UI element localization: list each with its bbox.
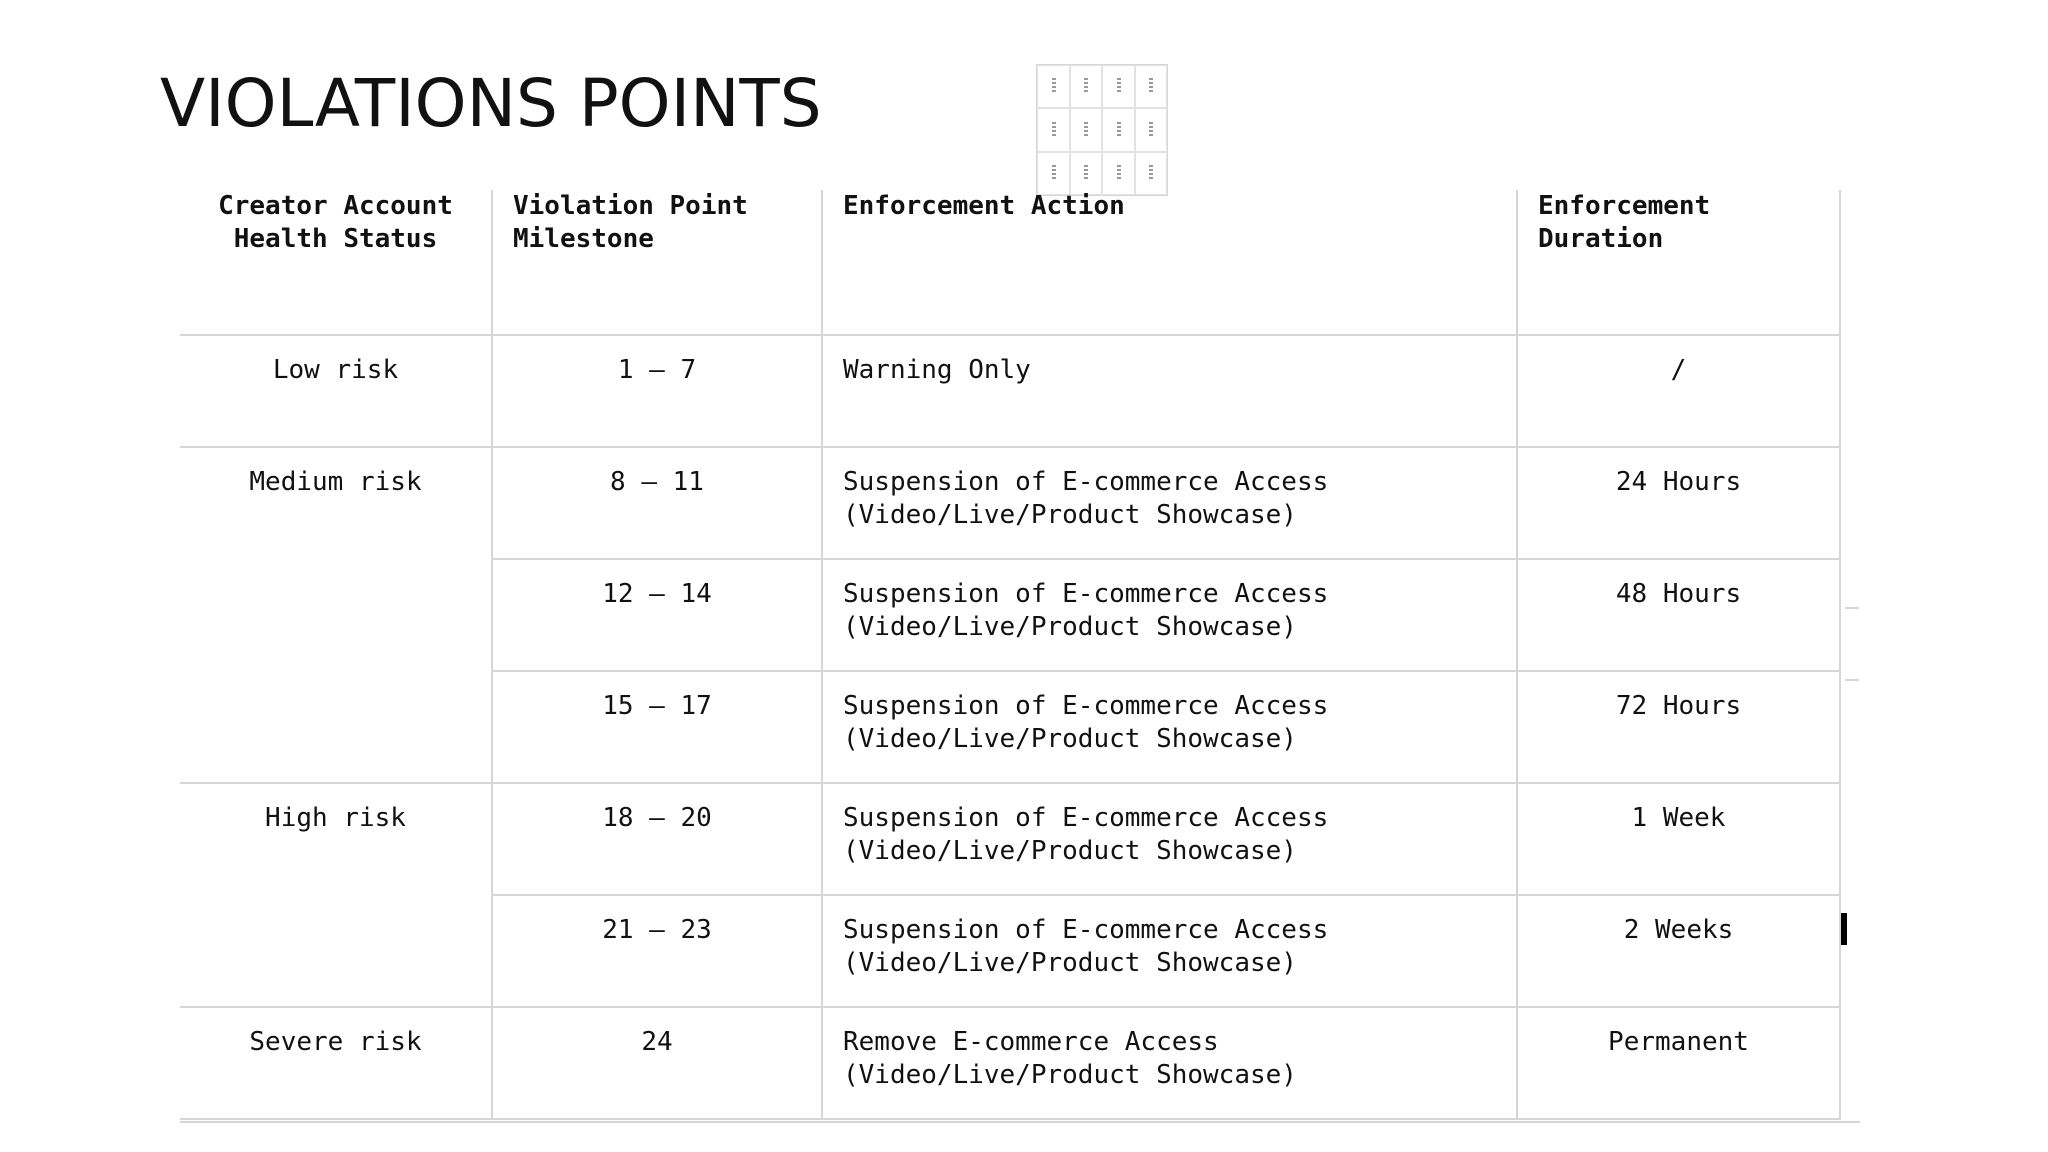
action-cell: Suspension of E-commerce Access (Video/Live/Product Showcase) — [822, 895, 1517, 1007]
header-account-health-status: Creator Account Health Status — [180, 190, 492, 335]
table-row — [180, 335, 1840, 447]
slide-title: VIOLATIONS POINTS — [160, 65, 822, 142]
violations-table — [180, 190, 1841, 1120]
thumbnail-cell — [1037, 65, 1070, 108]
milestone-cell: 18 – 20 — [492, 783, 822, 895]
action-cell: Suspension of E-commerce Access (Video/Live/Product Showcase) — [822, 671, 1517, 783]
table-edge-divider — [1845, 607, 1859, 681]
table-row — [180, 783, 1840, 895]
duration-cell: 1 Week — [1517, 783, 1840, 895]
thumbnail-cell — [1070, 152, 1103, 195]
header-enforcement-action: Enforcement Action — [822, 190, 1517, 335]
duration-cell: 72 Hours — [1517, 671, 1840, 783]
violations-table-container — [180, 190, 1840, 1120]
thumbnail-cell — [1070, 65, 1103, 108]
milestone-cell: 21 – 23 — [492, 895, 822, 1007]
status-cell: Low risk — [180, 335, 492, 447]
header-enforcement-duration: Enforcement Duration — [1517, 190, 1840, 335]
table-header-row — [180, 190, 1840, 335]
text-cursor-mark — [1841, 913, 1847, 945]
thumbnail-grid-icon — [1036, 64, 1168, 196]
thumbnail-cell — [1037, 152, 1070, 195]
duration-cell: Permanent — [1517, 1007, 1840, 1119]
milestone-cell: 15 – 17 — [492, 671, 822, 783]
table-row — [180, 1007, 1840, 1119]
thumbnail-cell — [1102, 152, 1135, 195]
table-bottom-divider — [180, 1121, 1860, 1123]
milestone-cell: 8 – 11 — [492, 447, 822, 559]
table-row — [180, 447, 1840, 559]
milestone-cell: 24 — [492, 1007, 822, 1119]
thumbnail-cell — [1135, 152, 1168, 195]
duration-cell: 24 Hours — [1517, 447, 1840, 559]
thumbnail-cell — [1135, 65, 1168, 108]
header-violation-point-milestone: Violation Point Milestone — [492, 190, 822, 335]
thumbnail-cell — [1102, 108, 1135, 151]
action-cell: Warning Only — [822, 335, 1517, 447]
action-cell: Suspension of E-commerce Access (Video/Live/Product Showcase) — [822, 559, 1517, 671]
action-cell: Suspension of E-commerce Access (Video/Live/Product Showcase) — [822, 447, 1517, 559]
action-cell: Remove E-commerce Access (Video/Live/Product Showcase) — [822, 1007, 1517, 1119]
status-cell: Medium risk — [180, 447, 492, 783]
thumbnail-cell — [1135, 108, 1168, 151]
duration-cell: 2 Weeks — [1517, 895, 1840, 1007]
action-cell: Suspension of E-commerce Access (Video/Live/Product Showcase) — [822, 783, 1517, 895]
duration-cell: / — [1517, 335, 1840, 447]
milestone-cell: 12 – 14 — [492, 559, 822, 671]
thumbnail-cell — [1070, 108, 1103, 151]
status-cell: High risk — [180, 783, 492, 1007]
duration-cell: 48 Hours — [1517, 559, 1840, 671]
status-cell: Severe risk — [180, 1007, 492, 1119]
thumbnail-cell — [1102, 65, 1135, 108]
milestone-cell: 1 – 7 — [492, 335, 822, 447]
thumbnail-cell — [1037, 108, 1070, 151]
